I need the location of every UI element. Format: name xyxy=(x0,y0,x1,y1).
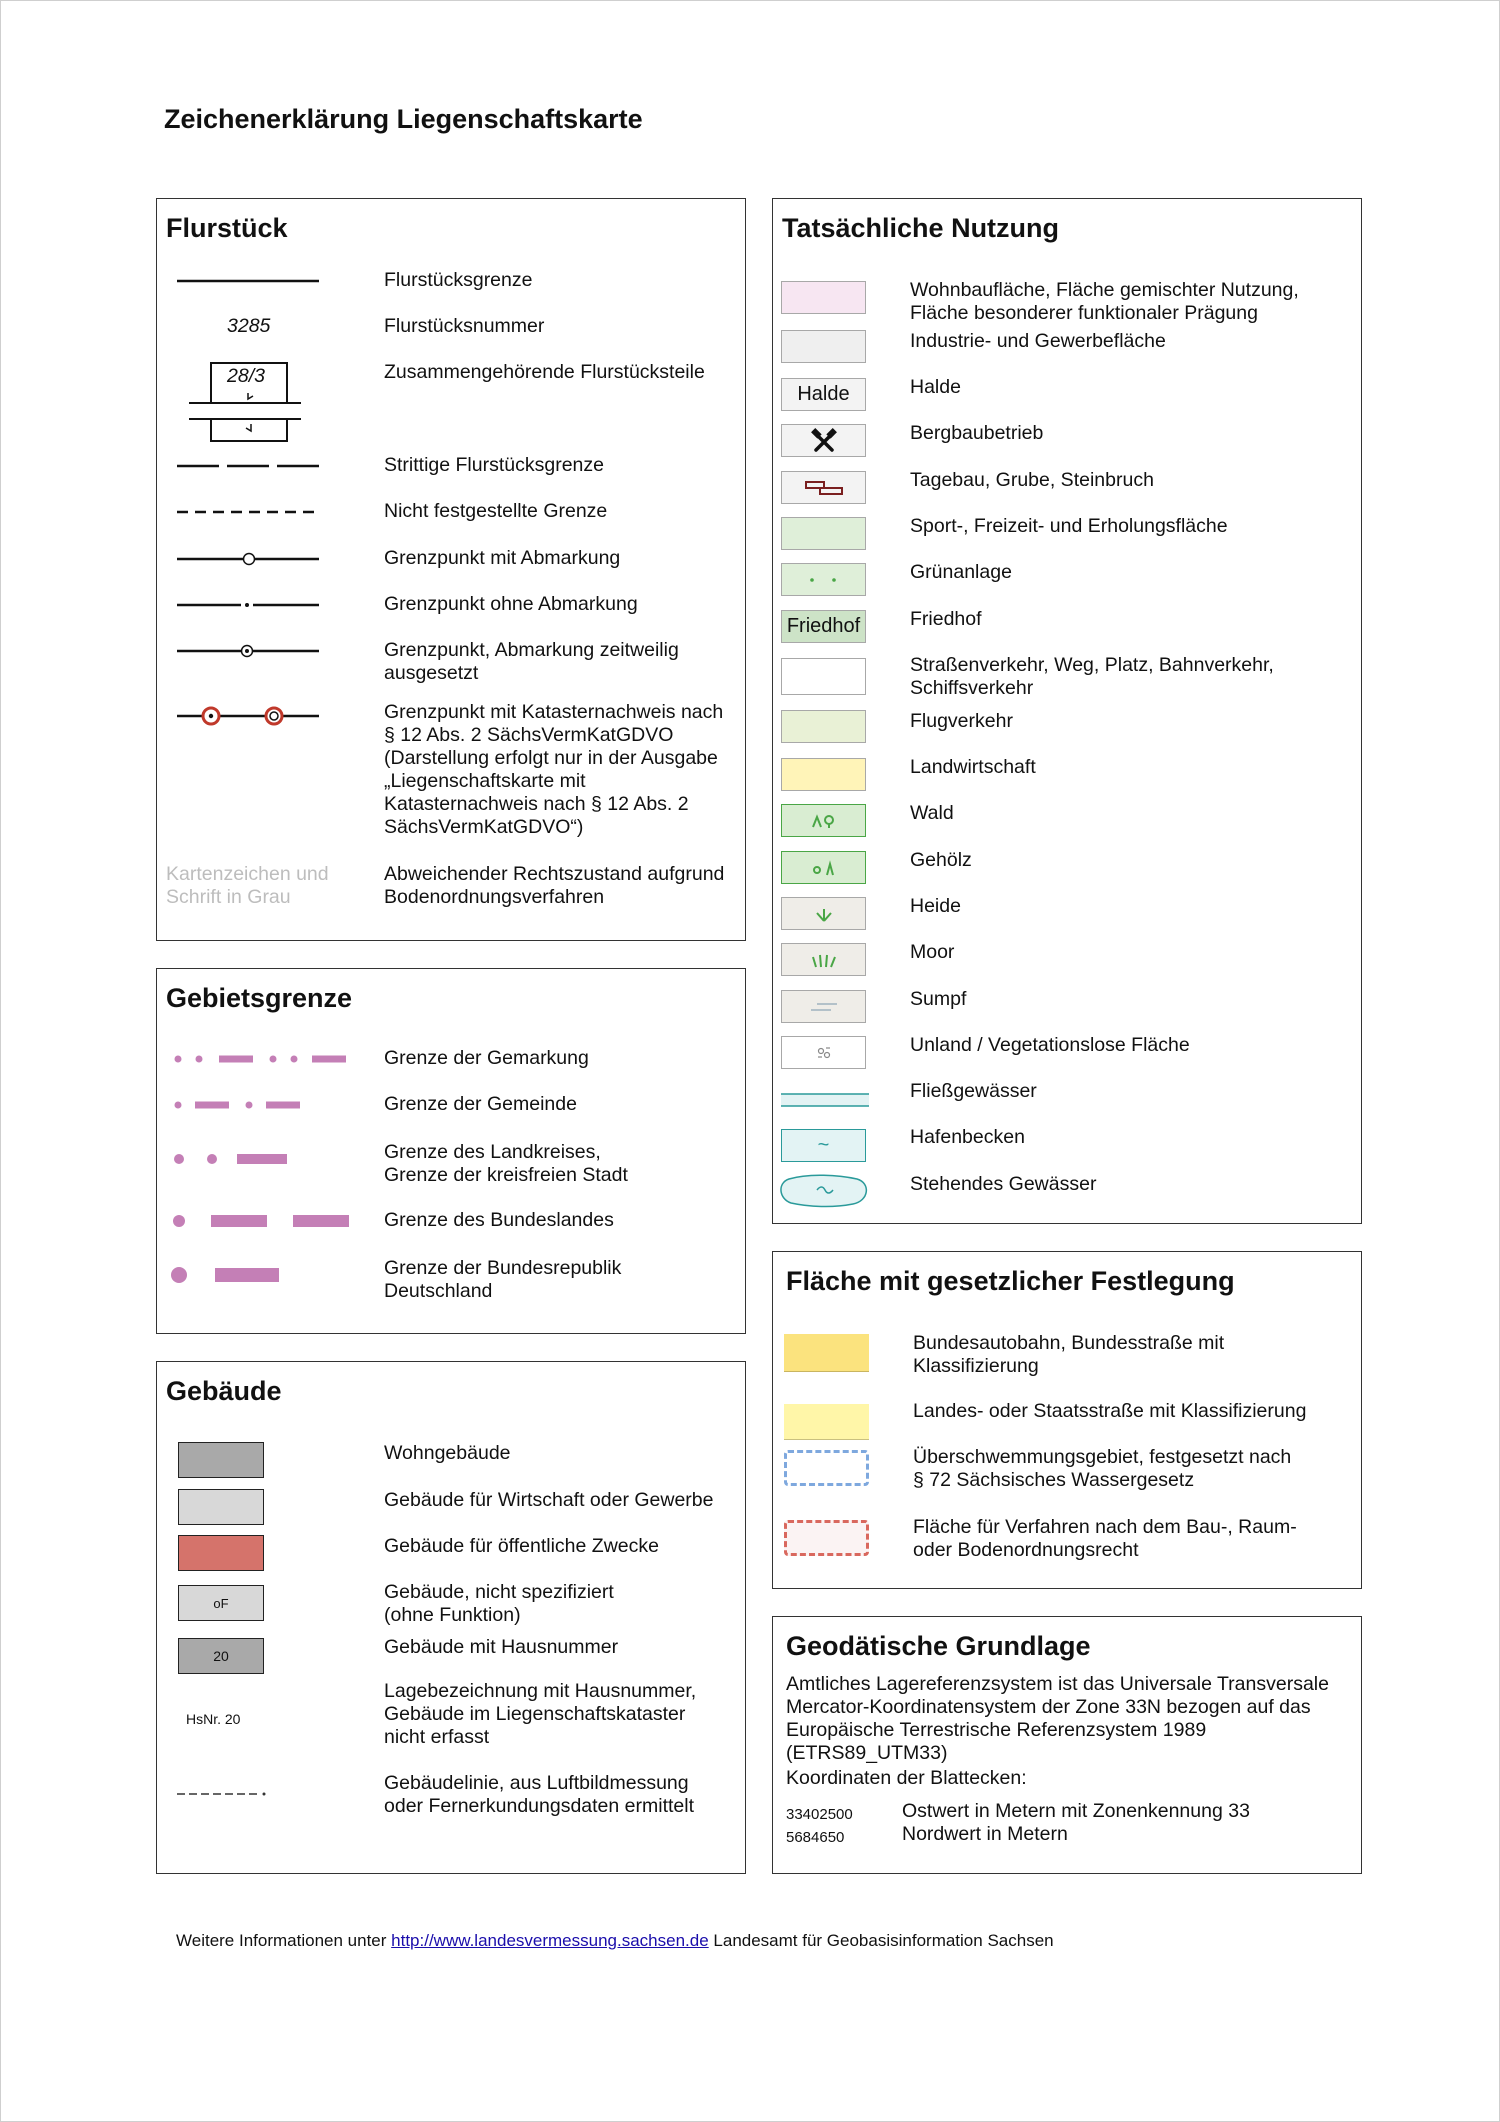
halde-swatch: Halde xyxy=(781,378,866,411)
legend-label: Sport-, Freizeit- und Erholungsfläche xyxy=(910,515,1228,537)
grenzpunkt-mit-abmarkung-symbol xyxy=(175,547,325,571)
ostwert-value: 33402500 xyxy=(786,1806,853,1823)
legend-label: Landwirtschaft xyxy=(910,756,1036,778)
legend-label: Flurstücksgrenze xyxy=(384,269,533,291)
wohnbau-swatch xyxy=(781,281,866,314)
legend-label: Gebäude für Wirtschaft oder Gewerbe xyxy=(384,1489,714,1511)
bergbau-swatch xyxy=(781,424,866,457)
gemarkung-symbol xyxy=(169,1047,359,1071)
legend-label: Gebäudelinie, aus Luftbildmessung oder Fernerkundungsdaten ermittelt xyxy=(384,1772,695,1817)
heide-plant-icon xyxy=(813,905,835,923)
oeffentlich-swatch xyxy=(178,1535,264,1571)
grenzpunkt-kataster-symbol xyxy=(175,701,325,731)
legend-label: Lagebezeichnung mit Hausnummer, Gebäude im Liegenschaftskataster nicht erfasst xyxy=(384,1680,697,1748)
legend-label: Grenze der Gemeinde xyxy=(384,1093,577,1115)
legend-label: Straßenverkehr, Weg, Platz, Bahnverkehr, Schiffsverkehr xyxy=(910,654,1274,699)
legend-label: Abweichender Rechtszustand aufgrund Bodenordnungsverfahren xyxy=(384,863,725,908)
legend-label: Wohnbaufläche, Fläche gemischter Nutzung, Fläche besonderer funktionaler Prägung xyxy=(910,279,1299,324)
legend-label: Stehendes Gewässer xyxy=(910,1173,1097,1195)
gruenanlage-swatch xyxy=(781,563,866,596)
section-festlegung xyxy=(772,1251,1362,1589)
nutzung-title: Tatsächliche Nutzung xyxy=(782,213,1060,243)
legend-label: Grenze des Bundeslandes xyxy=(384,1209,614,1231)
legend-label: Bergbaubetrieb xyxy=(910,422,1044,444)
landkreis-symbol xyxy=(169,1141,359,1165)
sport-swatch xyxy=(781,517,866,550)
legend-label: Landes- oder Staatsstraße mit Klassifizierung xyxy=(913,1400,1307,1422)
strassenverkehr-swatch xyxy=(781,658,866,695)
section-gebaeude xyxy=(156,1361,746,1874)
landesstrasse-swatch xyxy=(784,1404,869,1440)
sumpf-swatch xyxy=(781,990,866,1023)
legend-label: Grenze der Bundesrepublik Deutschland xyxy=(384,1257,622,1302)
grenzpunkt-zeitweilig-symbol xyxy=(175,639,325,663)
legend-label: Fläche für Verfahren nach dem Bau-, Raum- oder Bodenordnungsrecht xyxy=(913,1516,1297,1561)
legend-label: Überschwemmungsgebiet, festgesetzt nach § 72 Sächsisches Wassergesetz xyxy=(913,1446,1292,1491)
heide-swatch xyxy=(781,897,866,930)
ostwert-desc: Ostwert in Metern mit Zonenkennung 33 xyxy=(902,1800,1250,1822)
flurstuecksgrenze-symbol xyxy=(175,269,325,293)
legend-label: Gehölz xyxy=(910,849,972,871)
legend-label: Grenzpunkt mit Abmarkung xyxy=(384,547,621,569)
hausnummer-swatch: 20 xyxy=(178,1638,264,1674)
footer xyxy=(176,1931,1054,1951)
legend-label: Wald xyxy=(910,802,954,824)
legend-label: Sumpf xyxy=(910,988,967,1010)
unland-icon xyxy=(814,1044,834,1062)
gebietsgrenze-title: Gebietsgrenze xyxy=(166,983,353,1013)
legend-label: Grenzpunkt, Abmarkung zeitweilig ausgesetzt xyxy=(384,639,679,684)
legend-label: Grenze der Gemarkung xyxy=(384,1047,589,1069)
wald-tree-icon xyxy=(809,811,839,831)
gehoelz-swatch xyxy=(781,851,866,884)
nordwert-desc: Nordwert in Metern xyxy=(902,1823,1068,1845)
bundesautobahn-swatch xyxy=(784,1334,869,1372)
tagebau-icon xyxy=(802,479,846,497)
ueberschwemmung-swatch xyxy=(784,1450,869,1486)
legend-label: Fließgewässer xyxy=(910,1080,1037,1102)
legend-label: Industrie- und Gewerbefläche xyxy=(910,330,1166,352)
tagebau-swatch xyxy=(781,471,866,504)
legend-label: Tagebau, Grube, Steinbruch xyxy=(910,469,1154,491)
unland-swatch xyxy=(781,1036,866,1069)
flurstuecksnummer-symbol: 3285 xyxy=(227,315,271,337)
nicht-spezifiziert-swatch: oF xyxy=(178,1585,264,1621)
legend-label: Gebäude mit Hausnummer xyxy=(384,1636,619,1658)
section-geodaetisch xyxy=(772,1616,1362,1874)
industrie-swatch xyxy=(781,330,866,363)
legend-label: Grünanlage xyxy=(910,561,1012,583)
gemeinde-symbol xyxy=(169,1093,359,1117)
wave-icon: ~ xyxy=(817,1134,830,1156)
nicht-festgestellte-grenze-symbol xyxy=(175,500,325,524)
flurstueck-title: Flurstück xyxy=(166,213,288,243)
gebaeudelinie-symbol xyxy=(175,1772,285,1796)
legend-label: Flugverkehr xyxy=(910,710,1013,732)
legend-label: Heide xyxy=(910,895,961,917)
koordinaten-label: Koordinaten der Blattecken: xyxy=(786,1767,1027,1789)
sumpf-lines-icon xyxy=(809,1000,839,1014)
gebaeude-title: Gebäude xyxy=(166,1376,282,1406)
legend-label: Grenzpunkt mit Katasternachweis nach § 12 Abs. 2 SächsVermKatGDVO (Darstellung erfolgt nur in der Ausgabe „Liegenschaftskarte mit Katasternachweis nach § 12 Abs. 2 SächsVermKatGDVO“) xyxy=(384,701,724,838)
hsnr-symbol-text: HsNr. 20 xyxy=(186,1711,241,1727)
legend-label: Strittige Flurstücksgrenze xyxy=(384,454,604,476)
hammer-and-pick-icon xyxy=(810,428,838,454)
wirtschaft-swatch xyxy=(178,1489,264,1525)
legend-label: Grenzpunkt ohne Abmarkung xyxy=(384,593,638,615)
fliessgewaesser-symbol xyxy=(781,1080,871,1110)
legend-label: Moor xyxy=(910,941,955,963)
footer-prefix: Weitere Informationen unter xyxy=(176,1931,387,1950)
flurstuecksteile-fraction: 28/3 xyxy=(227,365,265,387)
legend-label: Nicht festgestellte Grenze xyxy=(384,500,608,522)
legend-label: Grenze des Landkreises, Grenze der kreisfreien Stadt xyxy=(384,1141,628,1186)
legend-label: Flurstücksnummer xyxy=(384,315,545,337)
stehendes-gewaesser-symbol xyxy=(779,1173,869,1209)
verfahren-swatch xyxy=(784,1520,869,1556)
moor-grass-icon xyxy=(811,951,837,969)
legend-label: Unland / Vegetationslose Fläche xyxy=(910,1034,1190,1056)
legend-label: Halde xyxy=(910,376,961,398)
legend-label: Zusammengehörende Flurstücksteile xyxy=(384,361,705,383)
gruenanlage-dots-icon xyxy=(804,575,844,585)
wald-swatch xyxy=(781,804,866,837)
festlegung-title: Fläche mit gesetzlicher Festlegung xyxy=(786,1266,1235,1296)
wohngebaeude-swatch xyxy=(178,1442,264,1478)
grenzpunkt-ohne-abmarkung-symbol xyxy=(175,593,325,617)
strittige-grenze-symbol xyxy=(175,454,325,478)
moor-swatch xyxy=(781,943,866,976)
legend-label: Hafenbecken xyxy=(910,1126,1025,1148)
section-nutzung xyxy=(772,198,1362,1224)
legend-label: Friedhof xyxy=(910,608,982,630)
geodaetisch-description: Amtliches Lagereferenzsystem ist das Universale Transversale Mercator-Koordinatensystem der Zone 33N bezogen auf das Europäische Terrestrische Referenzsystem 1989 (ETRS89_UTM33) xyxy=(786,1673,1329,1764)
footer-link[interactable]: http://www.landesvermessung.sachsen.de xyxy=(391,1931,709,1950)
section-gebietsgrenze xyxy=(156,968,746,1334)
legend-label: Gebäude, nicht spezifiziert (ohne Funktion) xyxy=(384,1581,614,1626)
landwirtschaft-swatch xyxy=(781,758,866,791)
section-flurstueck xyxy=(156,198,746,941)
page-title: Zeichenerklärung Liegenschaftskarte xyxy=(164,104,643,134)
nordwert-value: 5684650 xyxy=(786,1829,845,1846)
bundesland-symbol xyxy=(169,1209,369,1233)
legend-label: Bundesautobahn, Bundesstraße mit Klassifizierung xyxy=(913,1332,1225,1377)
flugverkehr-swatch xyxy=(781,710,866,743)
footer-suffix: Landesamt für Geobasisinformation Sachsen xyxy=(713,1931,1054,1950)
bundesrepublik-symbol xyxy=(169,1257,369,1287)
friedhof-swatch: Friedhof xyxy=(781,610,866,643)
legend-label: Gebäude für öffentliche Zwecke xyxy=(384,1535,659,1557)
legend-label: Wohngebäude xyxy=(384,1442,511,1464)
gray-symbol-text: Kartenzeichen und Schrift in Grau xyxy=(166,863,329,908)
hafenbecken-swatch xyxy=(781,1129,866,1162)
gehoelz-shrub-icon xyxy=(809,858,839,878)
geodaetisch-title: Geodätische Grundlage xyxy=(786,1631,1091,1661)
